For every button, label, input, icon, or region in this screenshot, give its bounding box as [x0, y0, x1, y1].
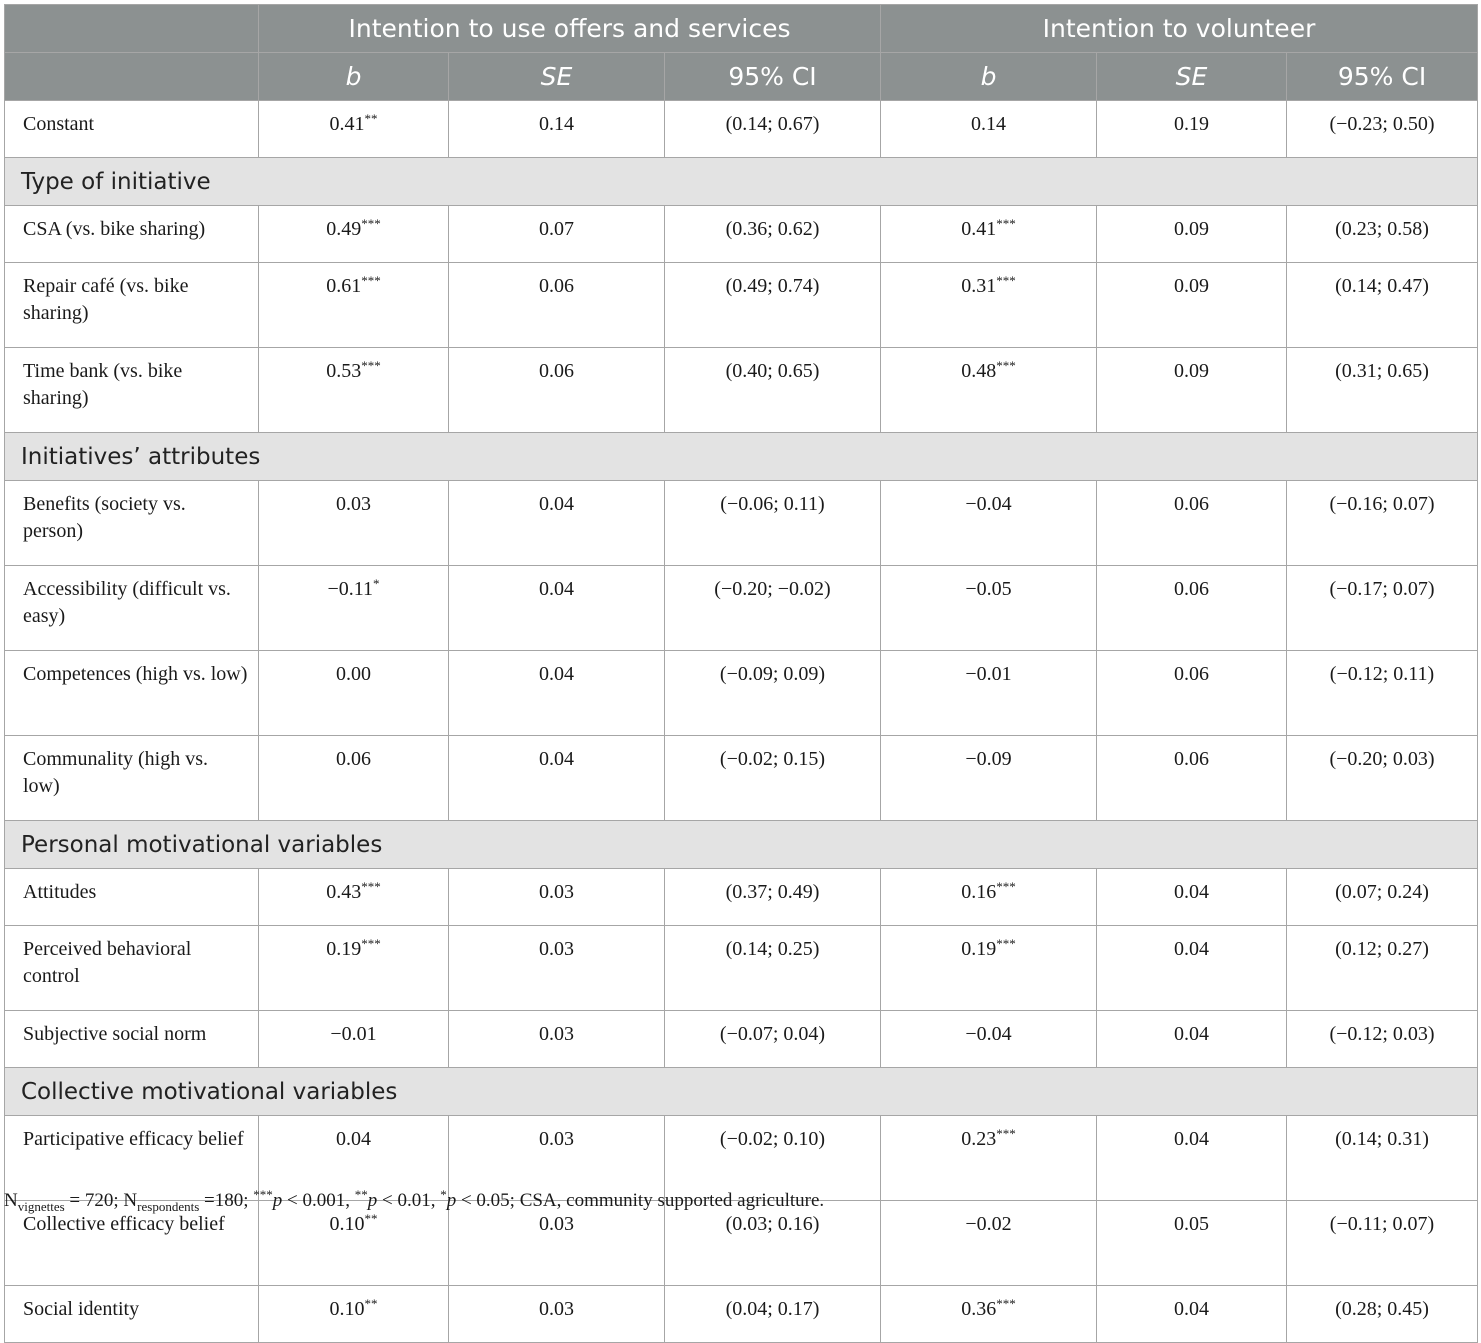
- table-row: [5, 1201, 1478, 1286]
- vol-b-value: 0.23: [961, 1128, 997, 1150]
- header-intention-use: Intention to use offers and services: [259, 5, 881, 53]
- use-b-cell: [259, 869, 449, 926]
- row-label: Attitudes: [5, 869, 259, 926]
- vol-b-value: 0.41: [961, 218, 997, 240]
- use-b-value: 0.10: [329, 1298, 365, 1320]
- vol-b-cell: [881, 206, 1097, 263]
- use-ci-cell: (0.40; 0.65): [665, 348, 881, 433]
- use-se-cell: 0.14: [449, 101, 665, 158]
- section-title: Initiatives’ attributes: [5, 433, 1478, 481]
- use-b-value: 0.61: [326, 275, 362, 297]
- vol-b-value: 0.16: [961, 881, 997, 903]
- vol-b-cell: [881, 348, 1097, 433]
- vol-ci-cell: (−0.12; 0.03): [1287, 1011, 1478, 1068]
- use-b-value: 0.41: [329, 113, 365, 135]
- header-empty-cell: [5, 53, 259, 101]
- use-se-cell: 0.03: [449, 1286, 665, 1343]
- vol-ci-cell: (−0.20; 0.03): [1287, 736, 1478, 821]
- use-b-cell: [259, 263, 449, 348]
- section-header-row: [5, 433, 1478, 481]
- vol-ci-cell: (0.23; 0.58): [1287, 206, 1478, 263]
- regression-table: [4, 4, 1478, 1343]
- vol-b-value: 0.31: [961, 275, 997, 297]
- vol-b-cell: [881, 566, 1097, 651]
- vol-b-cell: [881, 869, 1097, 926]
- vol-b-cell: [881, 1011, 1097, 1068]
- vol-b-cell: [881, 101, 1097, 158]
- use-se-cell: 0.03: [449, 1201, 665, 1286]
- vol-b-value: −0.09: [965, 748, 1012, 770]
- header-subcolumn-row: [5, 53, 1478, 101]
- header-empty-cell: [5, 5, 259, 53]
- header-vol-se: SE: [1097, 53, 1287, 101]
- use-se-cell: 0.04: [449, 481, 665, 566]
- vol-ci-cell: (−0.23; 0.50): [1287, 101, 1478, 158]
- vol-se-cell: 0.06: [1097, 481, 1287, 566]
- use-ci-cell: (0.14; 0.67): [665, 101, 881, 158]
- row-label: Collective efficacy belief: [5, 1201, 259, 1286]
- vol-b-significance: ***: [996, 879, 1016, 894]
- use-b-significance: **: [364, 1296, 378, 1311]
- vol-b-cell: [881, 736, 1097, 821]
- row-label: Accessibility (difficult vs. easy): [5, 566, 259, 651]
- use-b-significance: ***: [361, 879, 381, 894]
- vol-se-cell: 0.04: [1097, 869, 1287, 926]
- use-b-value: 0.00: [336, 663, 371, 685]
- section-title: Personal motivational variables: [5, 821, 1478, 869]
- use-se-cell: 0.04: [449, 736, 665, 821]
- vol-se-cell: 0.09: [1097, 263, 1287, 348]
- table-row: [5, 736, 1478, 821]
- table-body: [5, 101, 1478, 1343]
- vol-b-significance: ***: [996, 1126, 1016, 1141]
- use-b-cell: [259, 1011, 449, 1068]
- header-vol-b: b: [881, 53, 1097, 101]
- row-label: Constant: [5, 101, 259, 158]
- vol-b-cell: [881, 1116, 1097, 1201]
- vol-b-cell: [881, 651, 1097, 736]
- use-b-value: 0.10: [329, 1213, 365, 1235]
- use-b-significance: ***: [361, 273, 381, 288]
- vol-b-significance: ***: [996, 936, 1016, 951]
- table-row: [5, 263, 1478, 348]
- table-row: [5, 481, 1478, 566]
- use-ci-cell: (0.14; 0.25): [665, 926, 881, 1011]
- header-use-se: SE: [449, 53, 665, 101]
- use-b-cell: [259, 101, 449, 158]
- row-label: Perceived behavioral control: [5, 926, 259, 1011]
- use-b-significance: ***: [361, 936, 381, 951]
- header-use-b: b: [259, 53, 449, 101]
- vol-b-value: 0.36: [961, 1298, 997, 1320]
- vol-b-significance: ***: [996, 358, 1016, 373]
- table-row: [5, 1011, 1478, 1068]
- vol-ci-cell: (0.07; 0.24): [1287, 869, 1478, 926]
- use-b-cell: [259, 348, 449, 433]
- table-row: [5, 206, 1478, 263]
- vol-se-cell: 0.09: [1097, 206, 1287, 263]
- vol-b-value: −0.01: [965, 663, 1012, 685]
- use-b-significance: ***: [361, 358, 381, 373]
- use-ci-cell: (−0.20; −0.02): [665, 566, 881, 651]
- section-title: Type of initiative: [5, 158, 1478, 206]
- vol-se-cell: 0.05: [1097, 1201, 1287, 1286]
- vol-b-cell: [881, 263, 1097, 348]
- vol-se-cell: 0.06: [1097, 566, 1287, 651]
- use-se-cell: 0.03: [449, 1011, 665, 1068]
- vol-se-cell: 0.04: [1097, 926, 1287, 1011]
- vol-ci-cell: (−0.17; 0.07): [1287, 566, 1478, 651]
- vol-b-cell: [881, 926, 1097, 1011]
- section-header-row: [5, 158, 1478, 206]
- use-se-cell: 0.03: [449, 1116, 665, 1201]
- row-label: Benefits (society vs. person): [5, 481, 259, 566]
- vol-se-cell: 0.06: [1097, 736, 1287, 821]
- use-ci-cell: (0.03; 0.16): [665, 1201, 881, 1286]
- table-row: [5, 348, 1478, 433]
- row-label: CSA (vs. bike sharing): [5, 206, 259, 263]
- use-b-cell: [259, 926, 449, 1011]
- use-b-cell: [259, 1116, 449, 1201]
- vol-b-cell: [881, 1201, 1097, 1286]
- use-se-cell: 0.07: [449, 206, 665, 263]
- vol-ci-cell: (−0.11; 0.07): [1287, 1201, 1478, 1286]
- vol-b-significance: ***: [996, 216, 1016, 231]
- vol-se-cell: 0.06: [1097, 651, 1287, 736]
- use-b-value: 0.06: [336, 748, 371, 770]
- row-label: Time bank (vs. bike sharing): [5, 348, 259, 433]
- table-row: [5, 869, 1478, 926]
- vol-se-cell: 0.04: [1097, 1116, 1287, 1201]
- use-b-significance: **: [364, 111, 378, 126]
- use-b-value: 0.49: [326, 218, 362, 240]
- vol-b-value: 0.14: [971, 113, 1007, 135]
- use-ci-cell: (−0.07; 0.04): [665, 1011, 881, 1068]
- use-b-significance: ***: [361, 216, 381, 231]
- row-label: Communality (high vs. low): [5, 736, 259, 821]
- use-b-value: 0.43: [326, 881, 362, 903]
- row-label: Competences (high vs. low): [5, 651, 259, 736]
- use-b-value: 0.04: [336, 1128, 371, 1150]
- header-group-row: [5, 5, 1478, 53]
- header-use-ci: 95% CI: [665, 53, 881, 101]
- vol-ci-cell: (0.28; 0.45): [1287, 1286, 1478, 1343]
- use-b-cell: [259, 1286, 449, 1343]
- section-header-row: [5, 1068, 1478, 1116]
- vol-ci-cell: (0.12; 0.27): [1287, 926, 1478, 1011]
- vol-b-value: −0.02: [965, 1213, 1012, 1235]
- vol-se-cell: 0.09: [1097, 348, 1287, 433]
- vol-b-cell: [881, 481, 1097, 566]
- use-se-cell: 0.04: [449, 566, 665, 651]
- use-se-cell: 0.03: [449, 926, 665, 1011]
- vol-ci-cell: (−0.16; 0.07): [1287, 481, 1478, 566]
- use-b-value: −0.01: [330, 1023, 377, 1045]
- header-intention-volunteer: Intention to volunteer: [881, 5, 1478, 53]
- use-b-cell: [259, 1201, 449, 1286]
- row-label: Participative efficacy belief: [5, 1116, 259, 1201]
- use-ci-cell: (−0.02; 0.10): [665, 1116, 881, 1201]
- vol-b-value: −0.04: [965, 1023, 1012, 1045]
- vol-ci-cell: (0.31; 0.65): [1287, 348, 1478, 433]
- use-ci-cell: (−0.09; 0.09): [665, 651, 881, 736]
- table-row: [5, 651, 1478, 736]
- use-b-significance: *: [373, 576, 380, 591]
- row-label: Subjective social norm: [5, 1011, 259, 1068]
- use-b-significance: **: [364, 1211, 378, 1226]
- use-se-cell: 0.06: [449, 263, 665, 348]
- use-ci-cell: (0.49; 0.74): [665, 263, 881, 348]
- use-b-cell: [259, 651, 449, 736]
- table-row: [5, 566, 1478, 651]
- use-ci-cell: (−0.06; 0.11): [665, 481, 881, 566]
- section-header-row: [5, 821, 1478, 869]
- section-title: Collective motivational variables: [5, 1068, 1478, 1116]
- table-row: [5, 101, 1478, 158]
- vol-ci-cell: (0.14; 0.31): [1287, 1116, 1478, 1201]
- use-ci-cell: (−0.02; 0.15): [665, 736, 881, 821]
- table-row: [5, 926, 1478, 1011]
- use-se-cell: 0.03: [449, 869, 665, 926]
- header-vol-ci: 95% CI: [1287, 53, 1478, 101]
- vol-ci-cell: (0.14; 0.47): [1287, 263, 1478, 348]
- vol-b-cell: [881, 1286, 1097, 1343]
- vol-b-value: −0.04: [965, 493, 1012, 515]
- vol-b-value: −0.05: [965, 578, 1012, 600]
- use-b-value: 0.53: [326, 360, 362, 382]
- use-se-cell: 0.04: [449, 651, 665, 736]
- use-ci-cell: (0.36; 0.62): [665, 206, 881, 263]
- vol-se-cell: 0.04: [1097, 1286, 1287, 1343]
- use-b-value: −0.11: [327, 578, 374, 600]
- use-b-cell: [259, 736, 449, 821]
- row-label: Social identity: [5, 1286, 259, 1343]
- row-label: Repair café (vs. bike sharing): [5, 263, 259, 348]
- use-ci-cell: (0.04; 0.17): [665, 1286, 881, 1343]
- use-se-cell: 0.06: [449, 348, 665, 433]
- vol-ci-cell: (−0.12; 0.11): [1287, 651, 1478, 736]
- use-b-cell: [259, 566, 449, 651]
- table-footnote: $N_{vignettes} = 720$; $N_{respondents} =180$; ***p < 0.001, **p < 0.01, *p < 0.05; CSA, community supported agriculture.: [4, 1187, 825, 1214]
- vol-b-value: 0.48: [961, 360, 997, 382]
- vol-b-value: 0.19: [961, 938, 997, 960]
- table-row: [5, 1116, 1478, 1201]
- vol-b-significance: ***: [996, 1296, 1016, 1311]
- use-b-cell: [259, 481, 449, 566]
- use-b-cell: [259, 206, 449, 263]
- table-row: [5, 1286, 1478, 1343]
- use-ci-cell: (0.37; 0.49): [665, 869, 881, 926]
- use-b-value: 0.19: [326, 938, 362, 960]
- vol-b-significance: ***: [996, 273, 1016, 288]
- vol-se-cell: 0.04: [1097, 1011, 1287, 1068]
- use-b-value: 0.03: [336, 493, 371, 515]
- vol-se-cell: 0.19: [1097, 101, 1287, 158]
